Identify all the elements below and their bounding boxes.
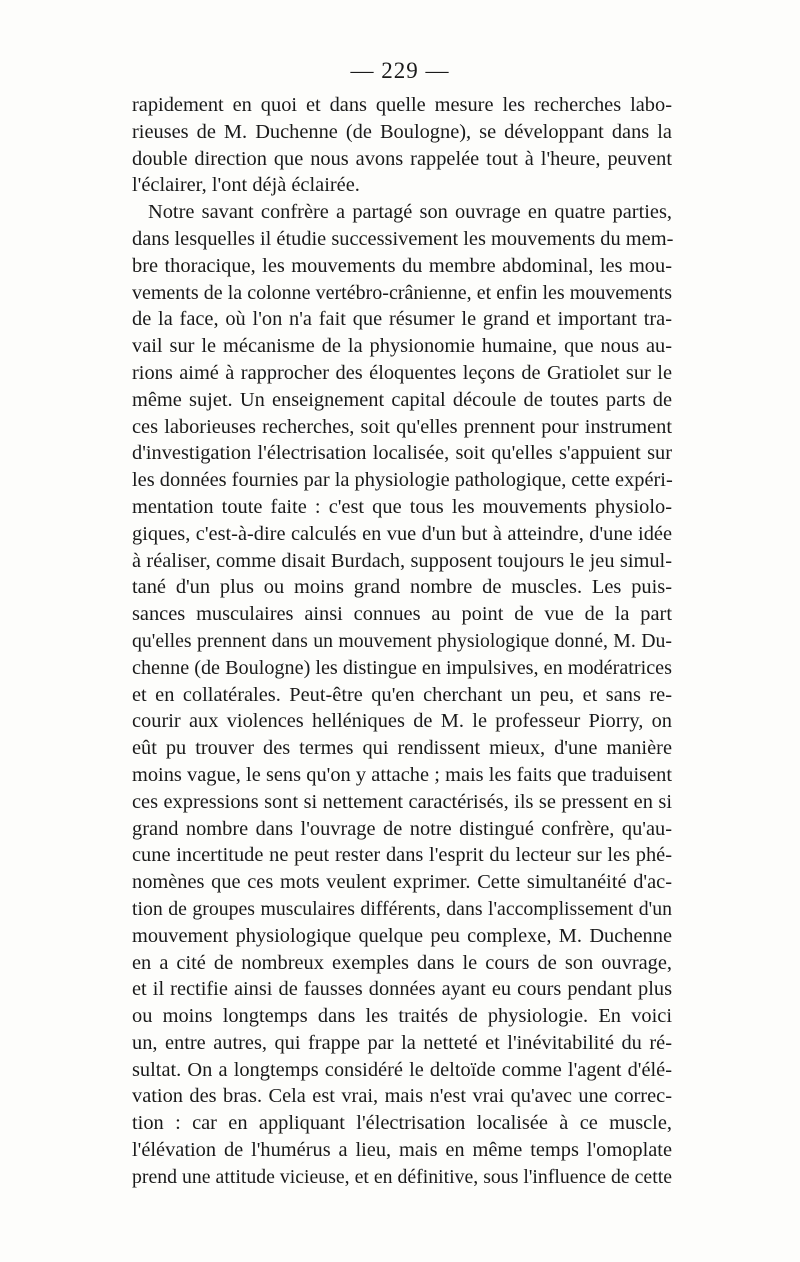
text-line: dans lesquelles il étudie successivement les mouvements du mem- (132, 227, 674, 250)
body-text (132, 92, 672, 1191)
text-line: tion : car en appliquant l'électrisation localisée à ce muscle, (132, 1112, 672, 1135)
text-line: giques, c'est-à-dire calculés en vue d'un but à atteindre, d'une idée (132, 522, 672, 545)
text-line: vail sur le mécanisme de la physionomie humaine, que nous au- (132, 335, 672, 358)
text-line: mentation toute faite : c'est que tous les mouvements physiolo- (132, 495, 672, 518)
text-line: les données fournies par la physiologie pathologique, cette expéri- (132, 469, 673, 492)
text-line: qu'elles prennent dans un mouvement physiologique donné, M. Du- (132, 629, 672, 652)
text-line: à réaliser, comme disait Burdach, supposent toujours le jeu simul- (132, 549, 672, 572)
text-line: moins vague, le sens qu'on y attache ; mais les faits que traduisent (132, 763, 672, 786)
text-line: et il rectifie ainsi de fausses données ayant eu cours pendant plus (132, 978, 672, 1001)
text-line: en a cité de nombreux exemples dans le cours de son ouvrage, (132, 951, 672, 974)
text-line: ces expressions sont si nettement caractérisés, ils se pressent en si (132, 790, 672, 813)
text-line: rions aimé à rapprocher des éloquentes leçons de Gratiolet sur le (132, 361, 672, 384)
text-line: un, entre autres, qui frappe par la netteté et l'inévitabilité du ré- (132, 1031, 672, 1054)
text-line: de la face, où l'on n'a fait que résumer le grand et important tra- (132, 308, 672, 331)
text-line: vements de la colonne vertébro-crânienne, et enfin les mouvements (132, 281, 672, 304)
text-line: rapidement en quoi et dans quelle mesure les recherches labo- (132, 94, 672, 116)
text-line: double direction que nous avons rappelée tout à l'heure, peuvent (132, 147, 672, 170)
text-line: eût pu trouver des termes qui rendissent mieux, d'une manière (132, 737, 672, 760)
text-line: courir aux violences helléniques de M. le professeur Piorry, on (132, 710, 672, 733)
page-number: — 229 — (350, 58, 450, 83)
paragraph-start-line: Notre savant confrère a partagé son ouvrage en quatre parties, (148, 201, 672, 224)
text-line: sultat. On a longtemps considéré le deltoïde comme l'agent d'élé- (132, 1058, 672, 1081)
text-line: sances musculaires ainsi connues au point de vue de la part (132, 603, 672, 626)
text-line: d'investigation l'électrisation localisée, soit qu'elles s'appuient sur (132, 442, 672, 465)
text-line: cune incertitude ne peut rester dans l'esprit du lecteur sur les phé- (132, 844, 672, 867)
paragraph-end-line: l'éclairer, l'ont déjà éclairée. (132, 174, 360, 197)
text-line: ou moins longtemps dans les traités de physiologie. En voici (132, 1005, 672, 1028)
text-line: rieuses de M. Duchenne (de Boulogne), se développant dans la (132, 120, 672, 143)
text-line: prend une attitude vicieuse, et en définitive, sous l'influence de cette (132, 1165, 672, 1188)
text-line: nomènes que ces mots veulent exprimer. Cette simultanéité d'ac- (132, 871, 672, 894)
text-line: vation des bras. Cela est vrai, mais n'est vrai qu'avec une correc- (132, 1085, 672, 1108)
text-line: chenne (de Boulogne) les distingue en impulsives, en modératrices (132, 656, 672, 679)
text-line: l'élévation de l'humérus a lieu, mais en même temps l'omoplate (132, 1139, 672, 1162)
text-line: mouvement physiologique quelque peu complexe, M. Duchenne (132, 924, 672, 947)
text-line: même sujet. Un enseignement capital découle de toutes parts de (132, 388, 672, 411)
text-line: bre thoracique, les mouvements du membre abdominal, les mou- (132, 254, 672, 277)
text-line: tané d'un plus ou moins grand nombre de muscles. Les puis- (132, 576, 672, 599)
text-line: et en collatérales. Peut-être qu'en cherchant un peu, et sans re- (132, 683, 672, 706)
text-line: ces laborieuses recherches, soit qu'elles prennent pour instrument (132, 415, 672, 438)
text-line: tion de groupes musculaires différents, dans l'accomplissement d'un (132, 897, 672, 920)
text-line: grand nombre dans l'ouvrage de notre distingué confrère, qu'au- (132, 817, 672, 840)
